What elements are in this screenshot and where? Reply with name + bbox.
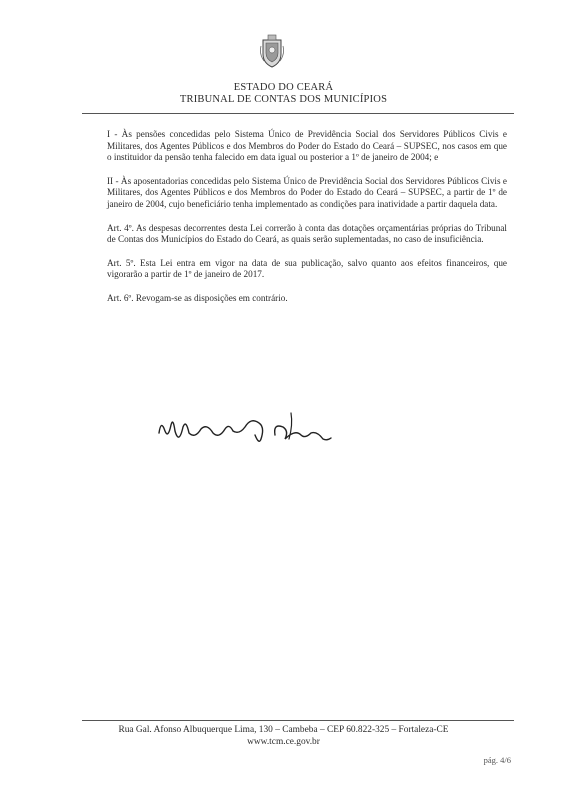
footer-divider xyxy=(82,720,514,721)
state-heading: ESTADO DO CEARÁ xyxy=(233,82,334,93)
clause-item-1: I - Às pensões concedidas pelo Sistema Único de Previdência Social dos Servidores Públicos Civis e Militares, dos Agentes Públicos e dos Membros do Poder do Estado do Ceará – SUPSEC, nos casos em que o instituidor da pensão tenha falecido em data igual ou posterior a 1º de janeiro de 2004; e xyxy=(107,129,507,163)
article-4: Art. 4º. As despesas decorrentes desta Lei correrão à conta das dotações orçamentárias próprias do Tribunal de Contas dos Municípios do Estado do Ceará, as quais serão suplementadas, no caso de insuficiência. xyxy=(107,222,507,245)
footer-address: Rua Gal. Afonso Albuquerque Lima, 130 – Cambeba – CEP 60.822-325 – Fortaleza-CE xyxy=(118,725,449,735)
article-6: Art. 6º. Revogam-se as disposições em contrário. xyxy=(107,292,288,303)
coat-of-arms-icon xyxy=(259,34,285,68)
header-divider xyxy=(82,113,514,114)
document-body xyxy=(107,129,507,317)
page-number: pág. 4/6 xyxy=(483,755,511,765)
tribunal-heading: TRIBUNAL DE CONTAS DOS MUNICÍPIOS xyxy=(179,94,388,105)
footer-website: www.tcm.ce.gov.br xyxy=(247,737,320,747)
handwritten-signature xyxy=(155,405,355,450)
clause-item-2: II - Às aposentadorias concedidas pelo Sistema Único de Previdência Social dos Servidores Públicos Civis e Militares, dos Agentes Públicos e dos Membros do Poder do Estado do Ceará – SUPSEC, a partir de 1º de janeiro de 2004, cujo beneficiário tenha implementado as condições para inatividade a partir daquela data. xyxy=(107,175,507,209)
article-5: Art. 5º. Esta Lei entra em vigor na data de sua publicação, salvo quanto aos efeitos financeiros, que vigorarão a partir de 1º de janeiro de 2017. xyxy=(107,257,507,280)
